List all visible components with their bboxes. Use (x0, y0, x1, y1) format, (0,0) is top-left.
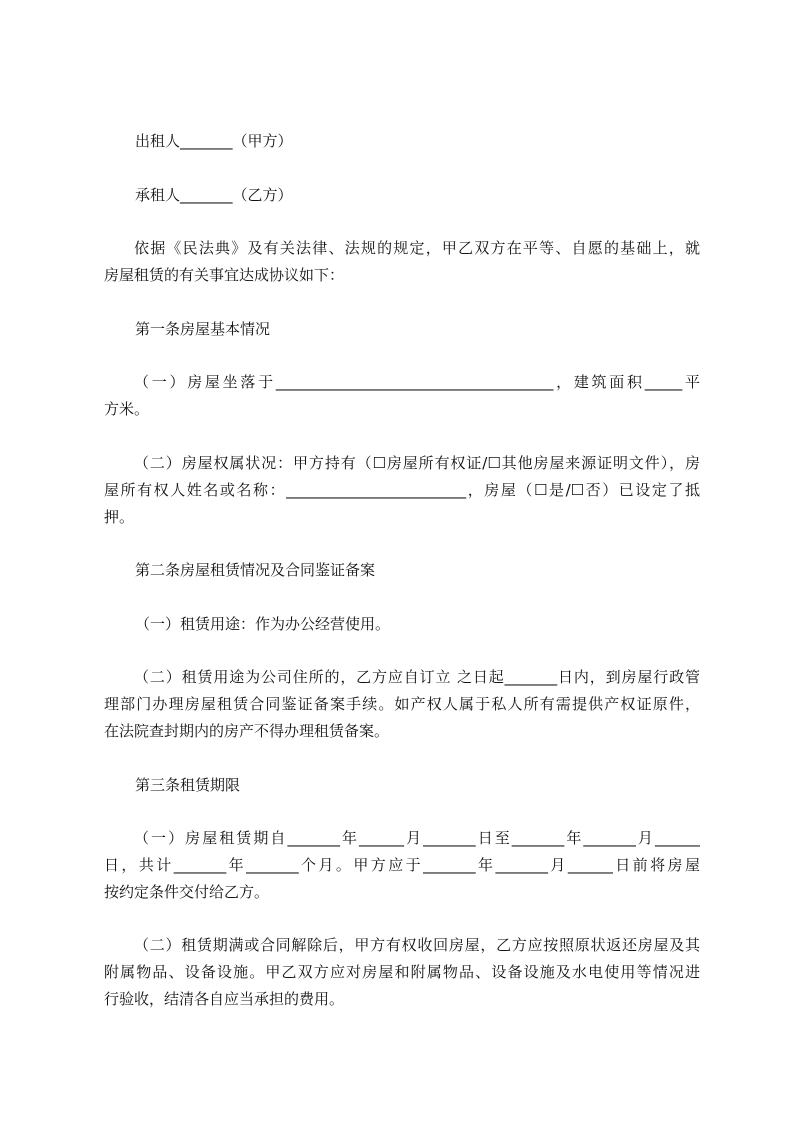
article3-item2-line-2: 附属物品、设备设施。甲乙双方应对房屋和附属物品、设备设施及水电使用等情况进 (104, 963, 700, 981)
article1-title: 第一条房屋基本情况 (135, 320, 271, 338)
article2-item2 (104, 664, 700, 745)
article2-item2-line-2: 理部门办理房屋租赁合同鉴证备案手续。如产权人属于私人所有需提供产权证原件， (104, 695, 700, 713)
lessee-line: 承租人_______（乙方） (135, 186, 293, 204)
article2-item2-line-1: （二）租赁用途为公司住所的，乙方应自订立 之日起_______日内，到房屋行政管 (134, 668, 700, 686)
article2-item2-line-3: 在法院查封期内的房产不得办理租赁备案。 (104, 722, 390, 740)
article2-item1: （一）租赁用途：作为办公经营使用。 (135, 615, 391, 633)
article1-item1 (104, 369, 700, 423)
article3-item2-line-3: 行验收，结清各自应当承担的费用。 (104, 990, 345, 1008)
article1-item1-line-2: 方米。 (104, 400, 150, 418)
article1-item2 (104, 450, 700, 531)
preamble-line-2: 房屋租赁的有关事宜达成协议如下： (104, 266, 345, 284)
article1-item1-line-1: （一）房屋坐落于_____________________________________，建筑面积_____平 (134, 373, 700, 391)
article3-item2-line-1: （二）租赁期满或合同解除后，甲方有权收回房屋，乙方应按照原状返还房屋及其 (134, 936, 700, 954)
article3-item1-line-1: （一）房屋租赁期自_______年______月_______日至_______年_______月______ (134, 829, 700, 847)
preamble-line-1: 依据《民法典》及有关法律、法规的规定，甲乙双方在平等、自愿的基础上，就 (134, 239, 700, 257)
article1-item2-line-2: 屋所有权人姓名或名称：________________________，房屋（☐是/☐否）已设定了抵 (104, 481, 700, 499)
article3-item2 (104, 932, 700, 1013)
article2-title: 第二条房屋租赁情况及合同鉴证备案 (135, 561, 376, 579)
article3-item1-line-2: 日，共计_______年_______个月。甲方应于_______年_______月______日前将房屋 (104, 856, 700, 874)
preamble-paragraph (104, 235, 700, 289)
article1-item2-line-3: 押。 (104, 508, 135, 526)
lessor-line: 出租人_______（甲方） (135, 132, 293, 150)
article3-item1 (104, 825, 700, 906)
article1-item2-line-1: （二）房屋权属状况：甲方持有（☐房屋所有权证/☐其他房屋来源证明文件），房 (134, 454, 700, 472)
article3-item1-line-3: 按约定条件交付给乙方。 (104, 883, 270, 901)
article3-title: 第三条租赁期限 (135, 776, 241, 794)
